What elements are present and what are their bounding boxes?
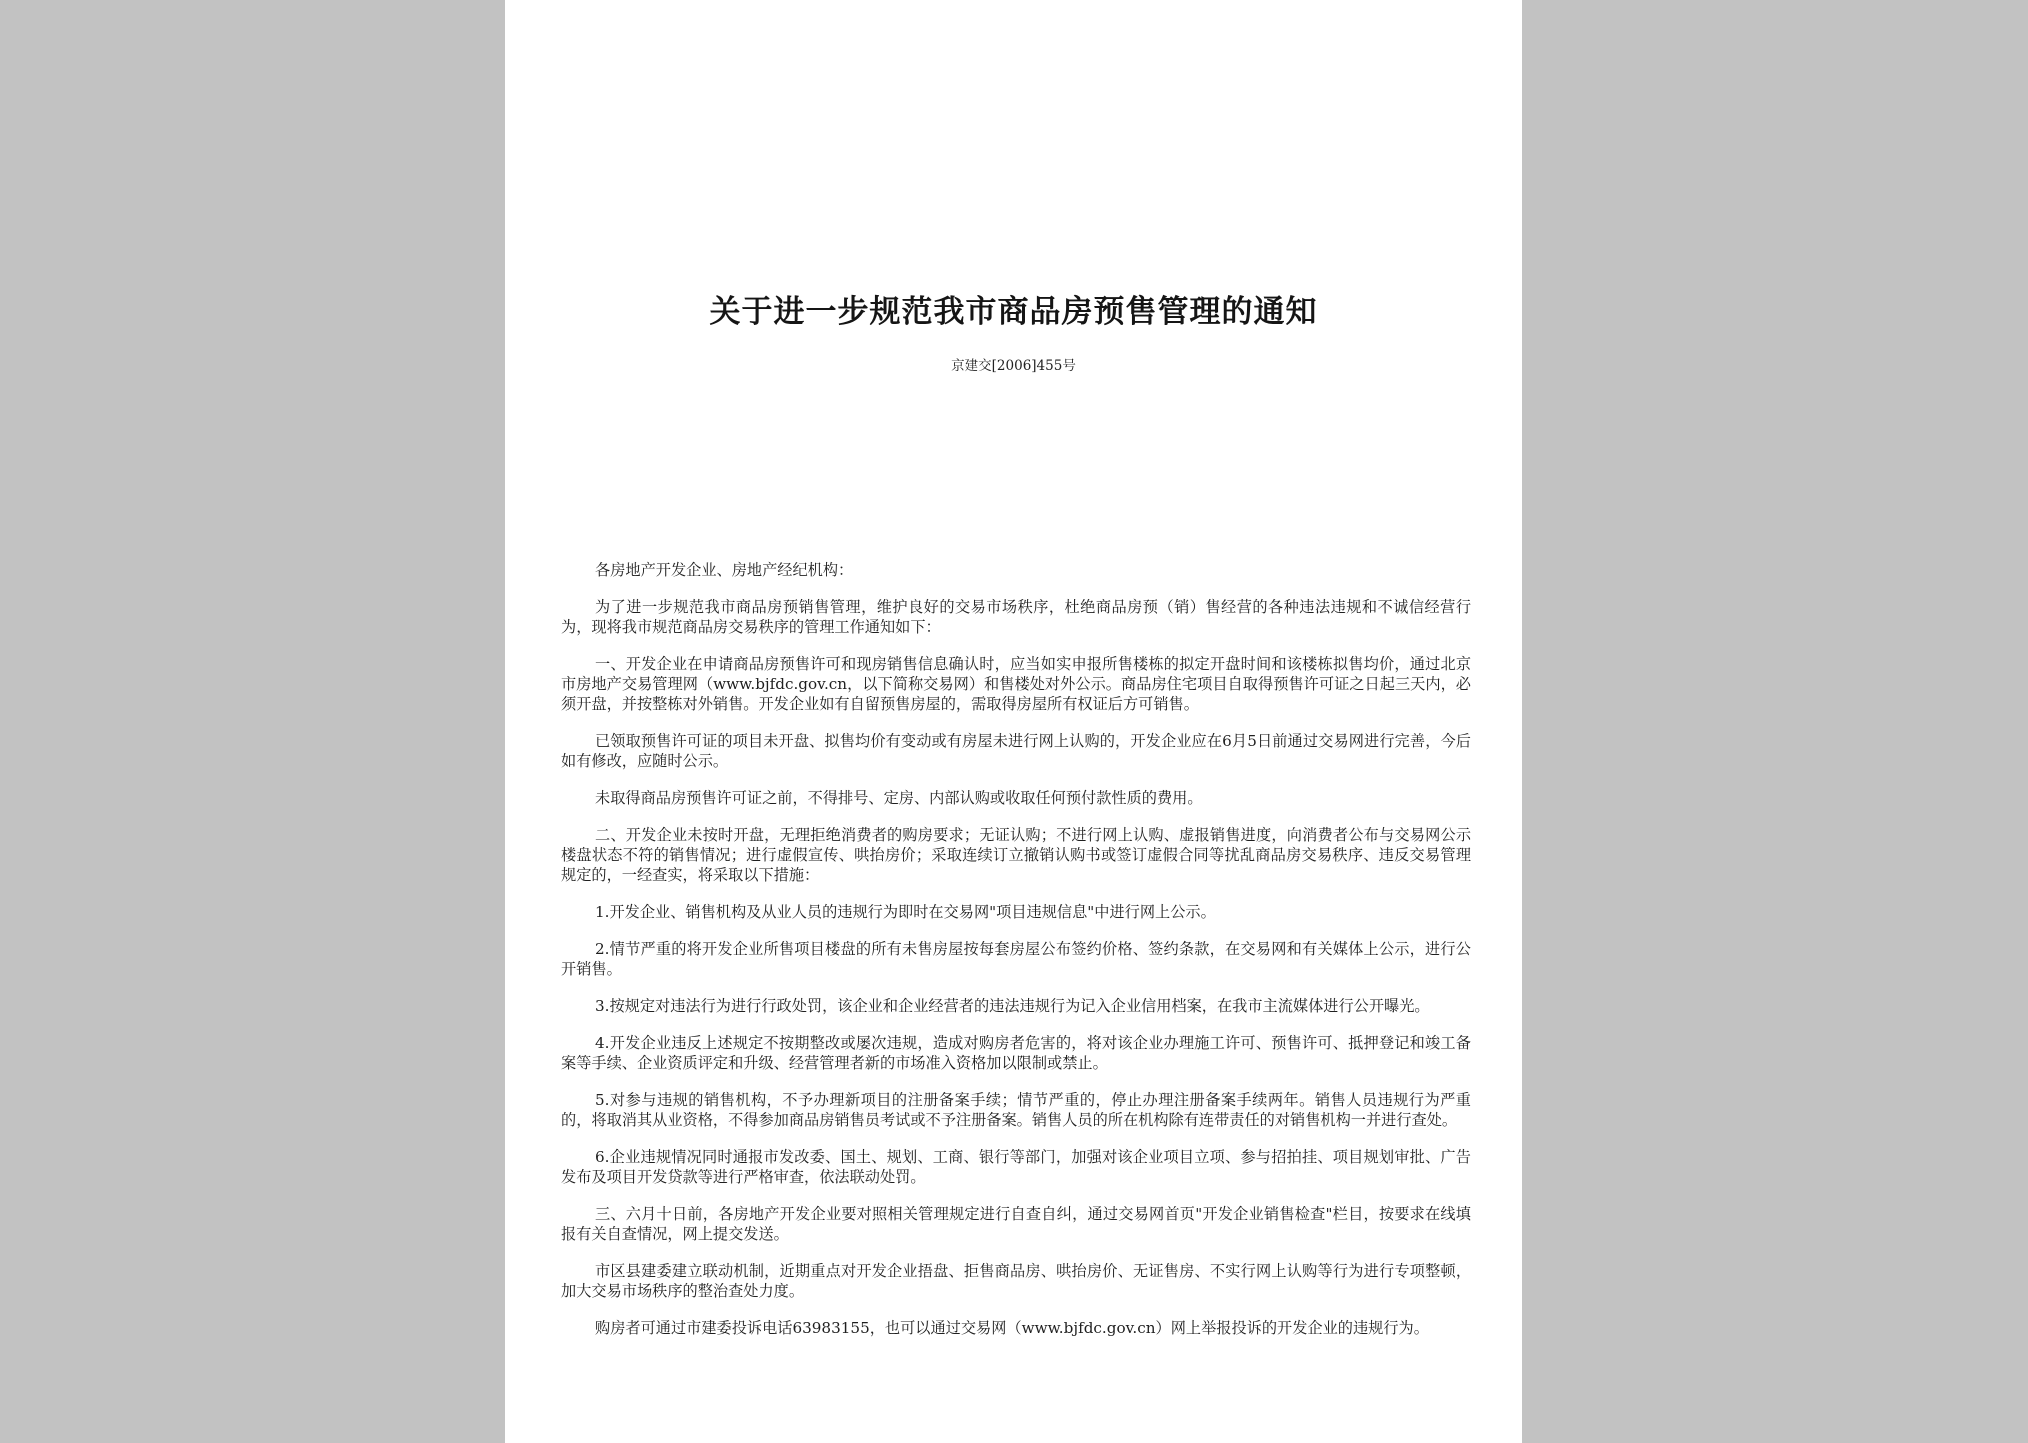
- paragraph: 一、开发企业在申请商品房预售许可和现房销售信息确认时，应当如实申报所售楼栋的拟定开盘时间和该楼栋拟售均价，通过北京市房地产交易管理网（www.bjfdc.gov.cn，以下简称交易网）和售楼处对外公示。商品房住宅项目自取得预售许可证之日起三天内，必须开盘，并按整栋对外销售。开发企业如有自留预售房屋的，需取得房屋所有权证后方可销售。: [561, 655, 1471, 713]
- paragraph: 3.按规定对违法行为进行行政处罚，该企业和企业经营者的违法违规行为记入企业信用档案，在我市主流媒体进行公开曝光。: [595, 997, 1430, 1015]
- document-body: [561, 560, 1471, 1355]
- paragraph: 4.开发企业违反上述规定不按期整改或屡次违规，造成对购房者危害的，将对该企业办理施工许可、预售许可、抵押登记和竣工备案等手续、企业资质评定和升级、经营管理者新的市场准入资格加以限制或禁止。: [561, 1034, 1471, 1072]
- paragraph: 购房者可通过市建委投诉电话63983155，也可以通过交易网（www.bjfdc.gov.cn）网上举报投诉的开发企业的违规行为。: [595, 1319, 1429, 1337]
- paragraph: 市区县建委建立联动机制，近期重点对开发企业捂盘、拒售商品房、哄抬房价、无证售房、不实行网上认购等行为进行专项整顿，加大交易市场秩序的整治查处力度。: [561, 1262, 1471, 1300]
- page-title: 关于进一步规范我市商品房预售管理的通知: [709, 294, 1318, 330]
- paragraph: 三、六月十日前，各房地产开发企业要对照相关管理规定进行自查自纠，通过交易网首页"开发企业销售检查"栏目，按要求在线填报有关自查情况，网上提交发送。: [561, 1205, 1471, 1243]
- paragraph: 2.情节严重的将开发企业所售项目楼盘的所有未售房屋按每套房屋公布签约价格、签约条款，在交易网和有关媒体上公示，进行公开销售。: [561, 940, 1471, 978]
- paragraph: 二、开发企业未按时开盘，无理拒绝消费者的购房要求；无证认购；不进行网上认购、虚报销售进度，向消费者公布与交易网公示楼盘状态不符的销售情况；进行虚假宣传、哄抬房价；采取连续订立撤销认购书或签订虚假合同等扰乱商品房交易秩序、违反交易管理规定的，一经查实，将采取以下措施：: [561, 826, 1471, 884]
- paragraph: 已领取预售许可证的项目未开盘、拟售均价有变动或有房屋未进行网上认购的，开发企业应在6月5日前通过交易网进行完善，今后如有修改，应随时公示。: [561, 732, 1471, 770]
- paragraph: 为了进一步规范我市商品房预销售管理，维护良好的交易市场秩序，杜绝商品房预（销）售经营的各种违法违规和不诚信经营行为，现将我市规范商品房交易秩序的管理工作通知如下：: [561, 598, 1471, 636]
- paragraph: 1.开发企业、销售机构及从业人员的违规行为即时在交易网"项目违规信息"中进行网上公示。: [595, 903, 1216, 921]
- document-page: [505, 0, 1522, 1443]
- paragraph: 6.企业违规情况同时通报市发改委、国土、规划、工商、银行等部门，加强对该企业项目立项、参与招拍挂、项目规划审批、广告发布及项目开发贷款等进行严格审查，依法联动处罚。: [561, 1148, 1471, 1186]
- paragraph: 未取得商品房预售许可证之前，不得排号、定房、内部认购或收取任何预付款性质的费用。: [595, 789, 1203, 807]
- paragraph: 5.对参与违规的销售机构，不予办理新项目的注册备案手续；情节严重的，停止办理注册备案手续两年。销售人员违规行为严重的，将取消其从业资格，不得参加商品房销售员考试或不予注册备案。销售人员的所在机构除有连带责任的对销售机构一并进行查处。: [561, 1091, 1471, 1129]
- salutation: 各房地产开发企业、房地产经纪机构：: [595, 561, 854, 579]
- document-number: 京建交[2006]455号: [951, 358, 1076, 374]
